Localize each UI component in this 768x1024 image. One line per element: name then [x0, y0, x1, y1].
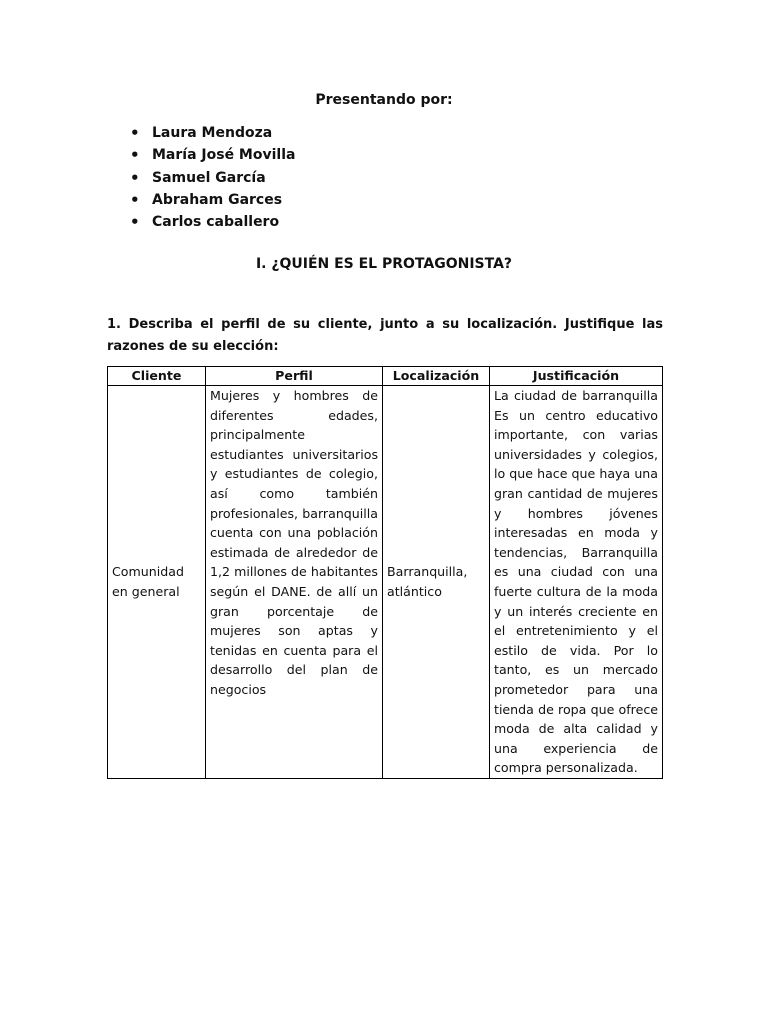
cell-justificacion: La ciudad de barranquilla Es un centro educativo importante, con varias universidades y colegios, lo que hace que haya una gran cantidad de mujeres y hombres jóvenes interesadas en moda y tendencias, Barranquilla es una ciudad con una fuerte cultura de la moda y un interés creciente en el entretenimiento y el estilo de vida. Por lo tanto, es un mercado prometedor para una tienda de ropa que ofrece moda de alta calidad y una experiencia de compra personalizada. [490, 386, 663, 779]
cell-cliente: Comunidad en general [108, 386, 206, 779]
author-item: • Abraham Garces [130, 189, 295, 211]
table-header-row [108, 367, 663, 386]
section-heading: I. ¿QUIÉN ES EL PROTAGONISTA? [255, 256, 513, 272]
column-header-perfil: Perfil [206, 367, 383, 386]
column-header-justificacion: Justificación [490, 367, 663, 386]
column-header-localizacion: Localización [383, 367, 490, 386]
author-item: • María José Movilla [130, 144, 295, 166]
presented-by-heading: Presentando por: [315, 92, 453, 108]
author-item: • Carlos caballero [130, 211, 295, 233]
column-header-cliente: Cliente [108, 367, 206, 386]
authors-list [130, 122, 295, 233]
question-text: 1. Describa el perfil de su cliente, junto a su localización. Justifique las razones de su elección: [107, 317, 663, 354]
cell-perfil: Mujeres y hombres de diferentes edades, principalmente estudiantes universitarios y estudiantes de colegio, así como también profesionales, barranquilla cuenta con una población estimada de alrededor de 1,2 millones de habitantes según el DANE. de allí un gran porcentaje de mujeres son aptas y tenidas en cuenta para el desarrollo del plan de negocios [206, 386, 383, 779]
author-item: • Samuel García [130, 167, 295, 189]
cell-localizacion: Barranquilla, atlántico [383, 386, 490, 779]
client-profile-table [107, 366, 663, 779]
author-item: • Laura Mendoza [130, 122, 295, 144]
table-row [108, 386, 663, 779]
